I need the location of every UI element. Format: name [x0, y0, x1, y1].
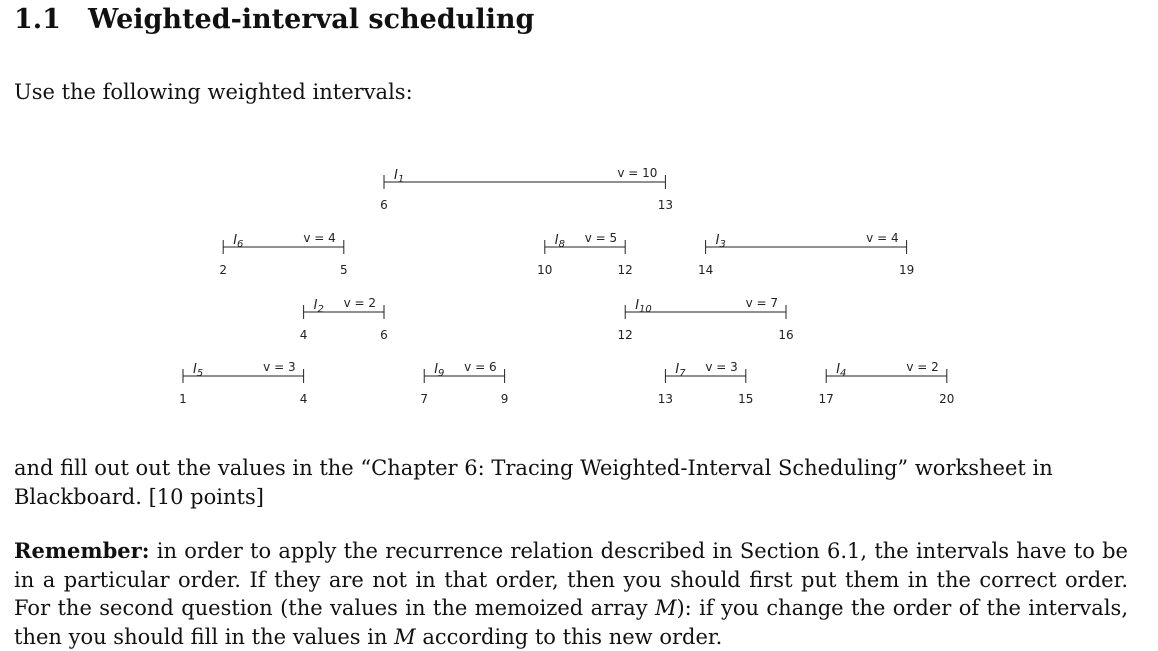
instructions-paragraph: and fill out out the values in the “Chapter 6: Tracing Weighted-Interval Scheduling” worksheet in Blackboard. [10 points]: [14, 456, 1053, 509]
interval-i1-end-number: 13: [657, 198, 674, 212]
remember-paragraph: [14, 537, 1128, 651]
interval-i7-end-number: 15: [738, 392, 754, 406]
section-heading: [14, 4, 534, 35]
remember-text-b: ): if you change the order of the intervals, then you should fill in the values in: [14, 596, 1128, 649]
interval-i3-value: v = 4: [866, 231, 899, 245]
memo-array-symbol-2: M: [394, 624, 416, 649]
interval-i1-start-number: 6: [380, 198, 388, 212]
memo-array-symbol: M: [654, 596, 677, 620]
section-number: 1.1: [14, 4, 61, 35]
interval-i10-value: v = 7: [745, 296, 778, 310]
interval-i2-label: $I_2$: [313, 298, 324, 315]
intro-text: Use the following weighted intervals:: [14, 80, 413, 104]
interval-i6-value: v = 4: [303, 231, 336, 245]
remember-label: Remember:: [14, 538, 150, 563]
interval-i8-value: v = 5: [584, 231, 618, 245]
interval-i10-start-number: 12: [617, 328, 633, 342]
interval-i5-start-number: 1: [179, 392, 187, 406]
interval-i4-label: $I_4$: [836, 362, 847, 379]
interval-i2-value: v = 2: [343, 296, 376, 310]
interval-i9-start-number: 7: [420, 392, 429, 406]
interval-i7-label: $I_7$: [675, 362, 686, 379]
interval-i10-label: $I_{10}$: [635, 298, 652, 315]
interval-i4-start-number: 17: [818, 392, 834, 406]
section-title: Weighted-interval scheduling: [88, 4, 535, 35]
interval-i6-start-number: 2: [219, 263, 228, 277]
interval-i2-start-number: 4: [299, 328, 308, 342]
interval-i5-label: $I_5$: [193, 362, 204, 379]
interval-i3-end-number: 19: [898, 263, 915, 277]
interval-i8-start-number: 10: [537, 263, 553, 277]
interval-i9-value: v = 6: [464, 360, 497, 374]
interval-i4-end-number: 20: [939, 392, 955, 406]
interval-i3-label: $I_3$: [715, 233, 726, 250]
interval-i5-end-number: 4: [299, 392, 308, 406]
interval-diagram: [0, 150, 1158, 420]
interval-i3-start-number: 14: [697, 263, 714, 277]
interval-i10-end-number: 16: [778, 328, 794, 342]
interval-i6-end-number: 5: [339, 263, 348, 277]
interval-i2-end-number: 6: [380, 328, 388, 342]
interval-i9-end-number: 9: [500, 392, 509, 406]
interval-i7-value: v = 3: [705, 360, 738, 374]
interval-i5-value: v = 3: [263, 360, 296, 374]
interval-i7-start-number: 13: [657, 392, 674, 406]
interval-i1-value: v = 10: [617, 166, 658, 180]
interval-i8-label: $I_8$: [554, 233, 566, 250]
interval-i8-end-number: 12: [617, 263, 633, 277]
interval-i9-label: $I_9$: [434, 362, 445, 379]
remember-text-c: according to this new order.: [415, 624, 723, 649]
interval-i4-value: v = 2: [906, 360, 939, 374]
interval-i6-label: $I_6$: [233, 233, 244, 250]
interval-i1-label: $I_1$: [394, 168, 405, 185]
remember-text-a: in order to apply the recurrence relation described in Section 6.1, the intervals have to be in a particular order. If they are not in that order, then you should first put them in the correct order. For the second question (the values in the memoized array: [14, 539, 1128, 620]
